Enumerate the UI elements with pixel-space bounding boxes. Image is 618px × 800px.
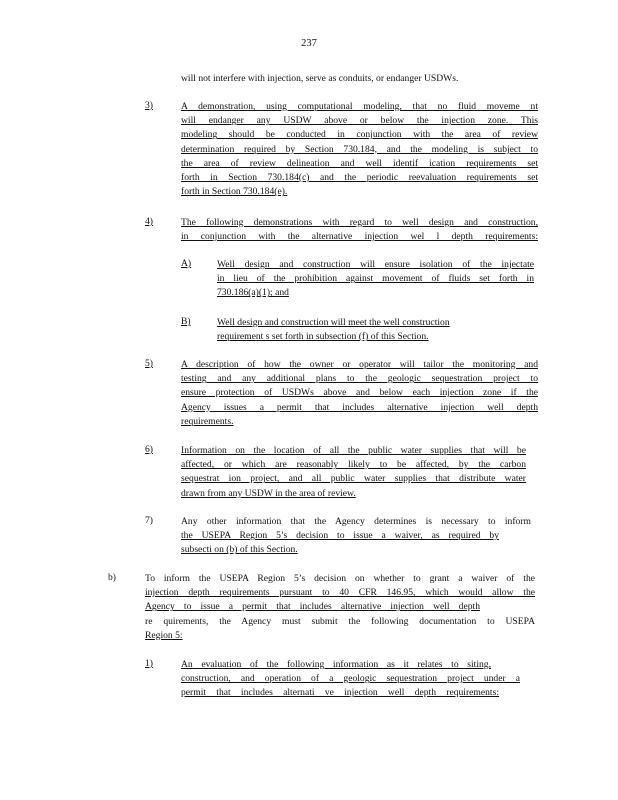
text-line: re quirements, the Agency must submit the following documentation to USEPA [145, 615, 535, 627]
text-line: requirements. [181, 415, 234, 427]
text-line: forth in Section 730.184(e). [181, 186, 288, 198]
text-line: drawn from any USDW in the area of review. [181, 487, 356, 499]
item-marker: B) [181, 316, 191, 327]
text-line: Information on the location of all the public water supplies that will be [181, 445, 526, 456]
text-line: in lieu of the prohibition against movement of fluids set forth in [217, 273, 534, 285]
text-line: sequestrat ion project, and all public water supplies that distribute water [181, 473, 526, 485]
text-line: will not interfere with injection, serve as conduits, or endanger USDWs. [181, 73, 459, 84]
text-line: Agency to issue a permit that includes alternative injection well depth [145, 601, 480, 613]
text-line: construction, and operation of a geologic sequestration project under a [181, 673, 520, 685]
text-line: To inform the USEPA Region 5’s decision on whether to grant a waiver of the [145, 573, 535, 584]
item-marker: A) [181, 258, 192, 269]
text-line: Region 5: [145, 629, 183, 641]
text-line: The following demonstrations with regard to well design and construction, [181, 217, 538, 228]
text-line: Agency issues a permit that includes alternative injection well depth [181, 401, 538, 413]
item-marker: 1) [145, 658, 153, 669]
text-line: permit that includes alternati ve injection well depth requirements: [181, 687, 499, 699]
item-marker: 7) [145, 515, 153, 526]
text-line: determination required by Section 730.184, and the modeling is subject to [181, 143, 538, 155]
page-number: 237 [301, 38, 317, 49]
text-line: the area of review delineation and well identif ication requirements set [181, 157, 538, 169]
text-line: forth in Section 730.184(c) and the periodic reevaluation requirements set [181, 171, 538, 183]
text-line: testing and any additional plans to the geologic sequestration project to [181, 373, 538, 385]
text-line: the USEPA Region 5’s decision to issue a waiver, as required by [181, 530, 499, 542]
text-line: A description of how the owner or operator will tailor the monitoring and [181, 359, 538, 370]
text-line: A demonstration, using computational modeling, that no fluid moveme nt [181, 101, 538, 112]
item-marker: 3) [145, 100, 153, 111]
item-marker: 6) [145, 444, 153, 455]
text-line: subsecti on (b) of this Section. [181, 544, 298, 556]
text-line: ensure protection of USDWs above and below each injection zone if the [181, 387, 538, 399]
item-marker: 4) [145, 216, 153, 227]
text-line: Any other information that the Agency determines is necessary to inform [181, 516, 531, 527]
text-line: 730.186(a)(1); and [217, 287, 289, 299]
text-line: injection depth requirements pursuant to 40 CFR 146.95, which would allow the [145, 587, 535, 599]
text-line: requirement s set forth in subsection (f) of this Section. [217, 331, 429, 343]
text-line: Well design and construction will ensure isolation of the injectate [217, 259, 534, 270]
text-line: An evaluation of the following information as it relates to siting, [181, 659, 491, 670]
text-line: in conjunction with the alternative injection wel l depth requirements: [181, 231, 538, 243]
item-marker: 5) [145, 358, 153, 369]
text-line: affected, or which are reasonably likely to be affected, by the carbon [181, 459, 526, 471]
text-line: will endanger any USDW above or below the injection zone. This [181, 115, 538, 127]
text-line: modeling should be conducted in conjunction with the area of review [181, 129, 538, 141]
item-marker: b) [108, 572, 116, 583]
text-line: Well design and construction will meet the well construction [217, 317, 450, 328]
